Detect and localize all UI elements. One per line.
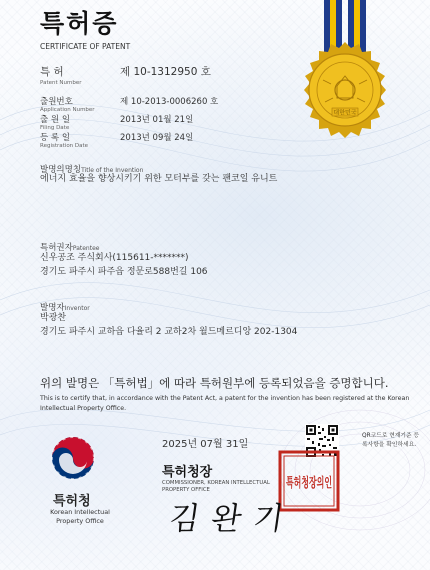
- issuer-title: 특허청장: [162, 465, 213, 480]
- registration-date-label-en: Registration Date: [40, 143, 89, 149]
- org-name-ko: 특허청: [53, 494, 91, 509]
- inventor-address: 경기도 파주시 교하읍 다율리 2 교하2차 월드메르디앙 202-1304: [40, 327, 298, 337]
- filing-date-value: 2013년 01월 21일: [120, 115, 194, 125]
- invention-title-label-en: Title of the Invention: [81, 167, 144, 174]
- inventor-name: 박광찬: [40, 313, 67, 323]
- inventor-label-en: Inventor: [64, 305, 90, 312]
- invention-title-value: 에너지 효율을 향상시키기 위한 모터부를 갖는 팬코일 유니트: [40, 174, 278, 184]
- patent-number-value: 제 10-1312950 호: [120, 66, 211, 78]
- document-subtitle: CERTIFICATE OF PATENT: [40, 42, 131, 51]
- document-title: 특허증: [40, 9, 119, 38]
- application-number-value: 제 10-2013-0006260 호: [120, 97, 219, 107]
- issuer-title-en: COMMISSIONER, KOREAN INTELLECTUAL PROPERTY OFFICE: [162, 480, 270, 493]
- registration-date-value: 2013년 09월 24일: [120, 133, 194, 143]
- org-name-en: Korean Intellectual Property Office: [50, 508, 110, 525]
- registration-date-label: 등 록 일: [40, 133, 71, 143]
- application-number-label-en: Application Number: [40, 107, 95, 113]
- kipo-logo-icon: [50, 435, 96, 481]
- filing-date-label: 출 원 일: [40, 115, 71, 125]
- certification-statement-ko: 위의 발명은 「특허법」에 따라 특허원부에 등록되었음을 증명합니다.: [40, 376, 389, 390]
- commissioner-signature: 김완기: [166, 501, 298, 537]
- gold-seal-icon: [290, 0, 400, 140]
- red-seal-text: 특허청장의인: [286, 476, 362, 491]
- patentee-address: 경기도 파주시 파주읍 정문로588번길 106: [40, 267, 208, 277]
- issue-date: 2025년 07월 31일: [162, 439, 249, 450]
- patentee-label: 특허권자: [40, 243, 73, 253]
- qr-note: QR코드로 현재기준 등록사항을 확인하세요.: [362, 433, 420, 448]
- gold-seal-text: 대한민국: [333, 109, 357, 117]
- filing-date-label-en: Filing Date: [40, 125, 70, 131]
- patentee-name: 신우공조 주식회사(115611-*******): [40, 253, 189, 263]
- application-number-label: 출원번호: [40, 97, 73, 107]
- patentee-label-en: Patentee: [72, 245, 100, 252]
- patent-number-label-en: Patent Number: [40, 80, 82, 86]
- invention-title-label: 발명의명칭: [40, 165, 82, 175]
- patent-number-label: 특 허: [40, 66, 64, 78]
- inventor-label: 발명자: [40, 303, 65, 313]
- certification-statement-en: This is to certify that, in accordance with the Patent Act, a patent for the invention has been registered at the Korean Intellectual Property Office.: [40, 395, 410, 412]
